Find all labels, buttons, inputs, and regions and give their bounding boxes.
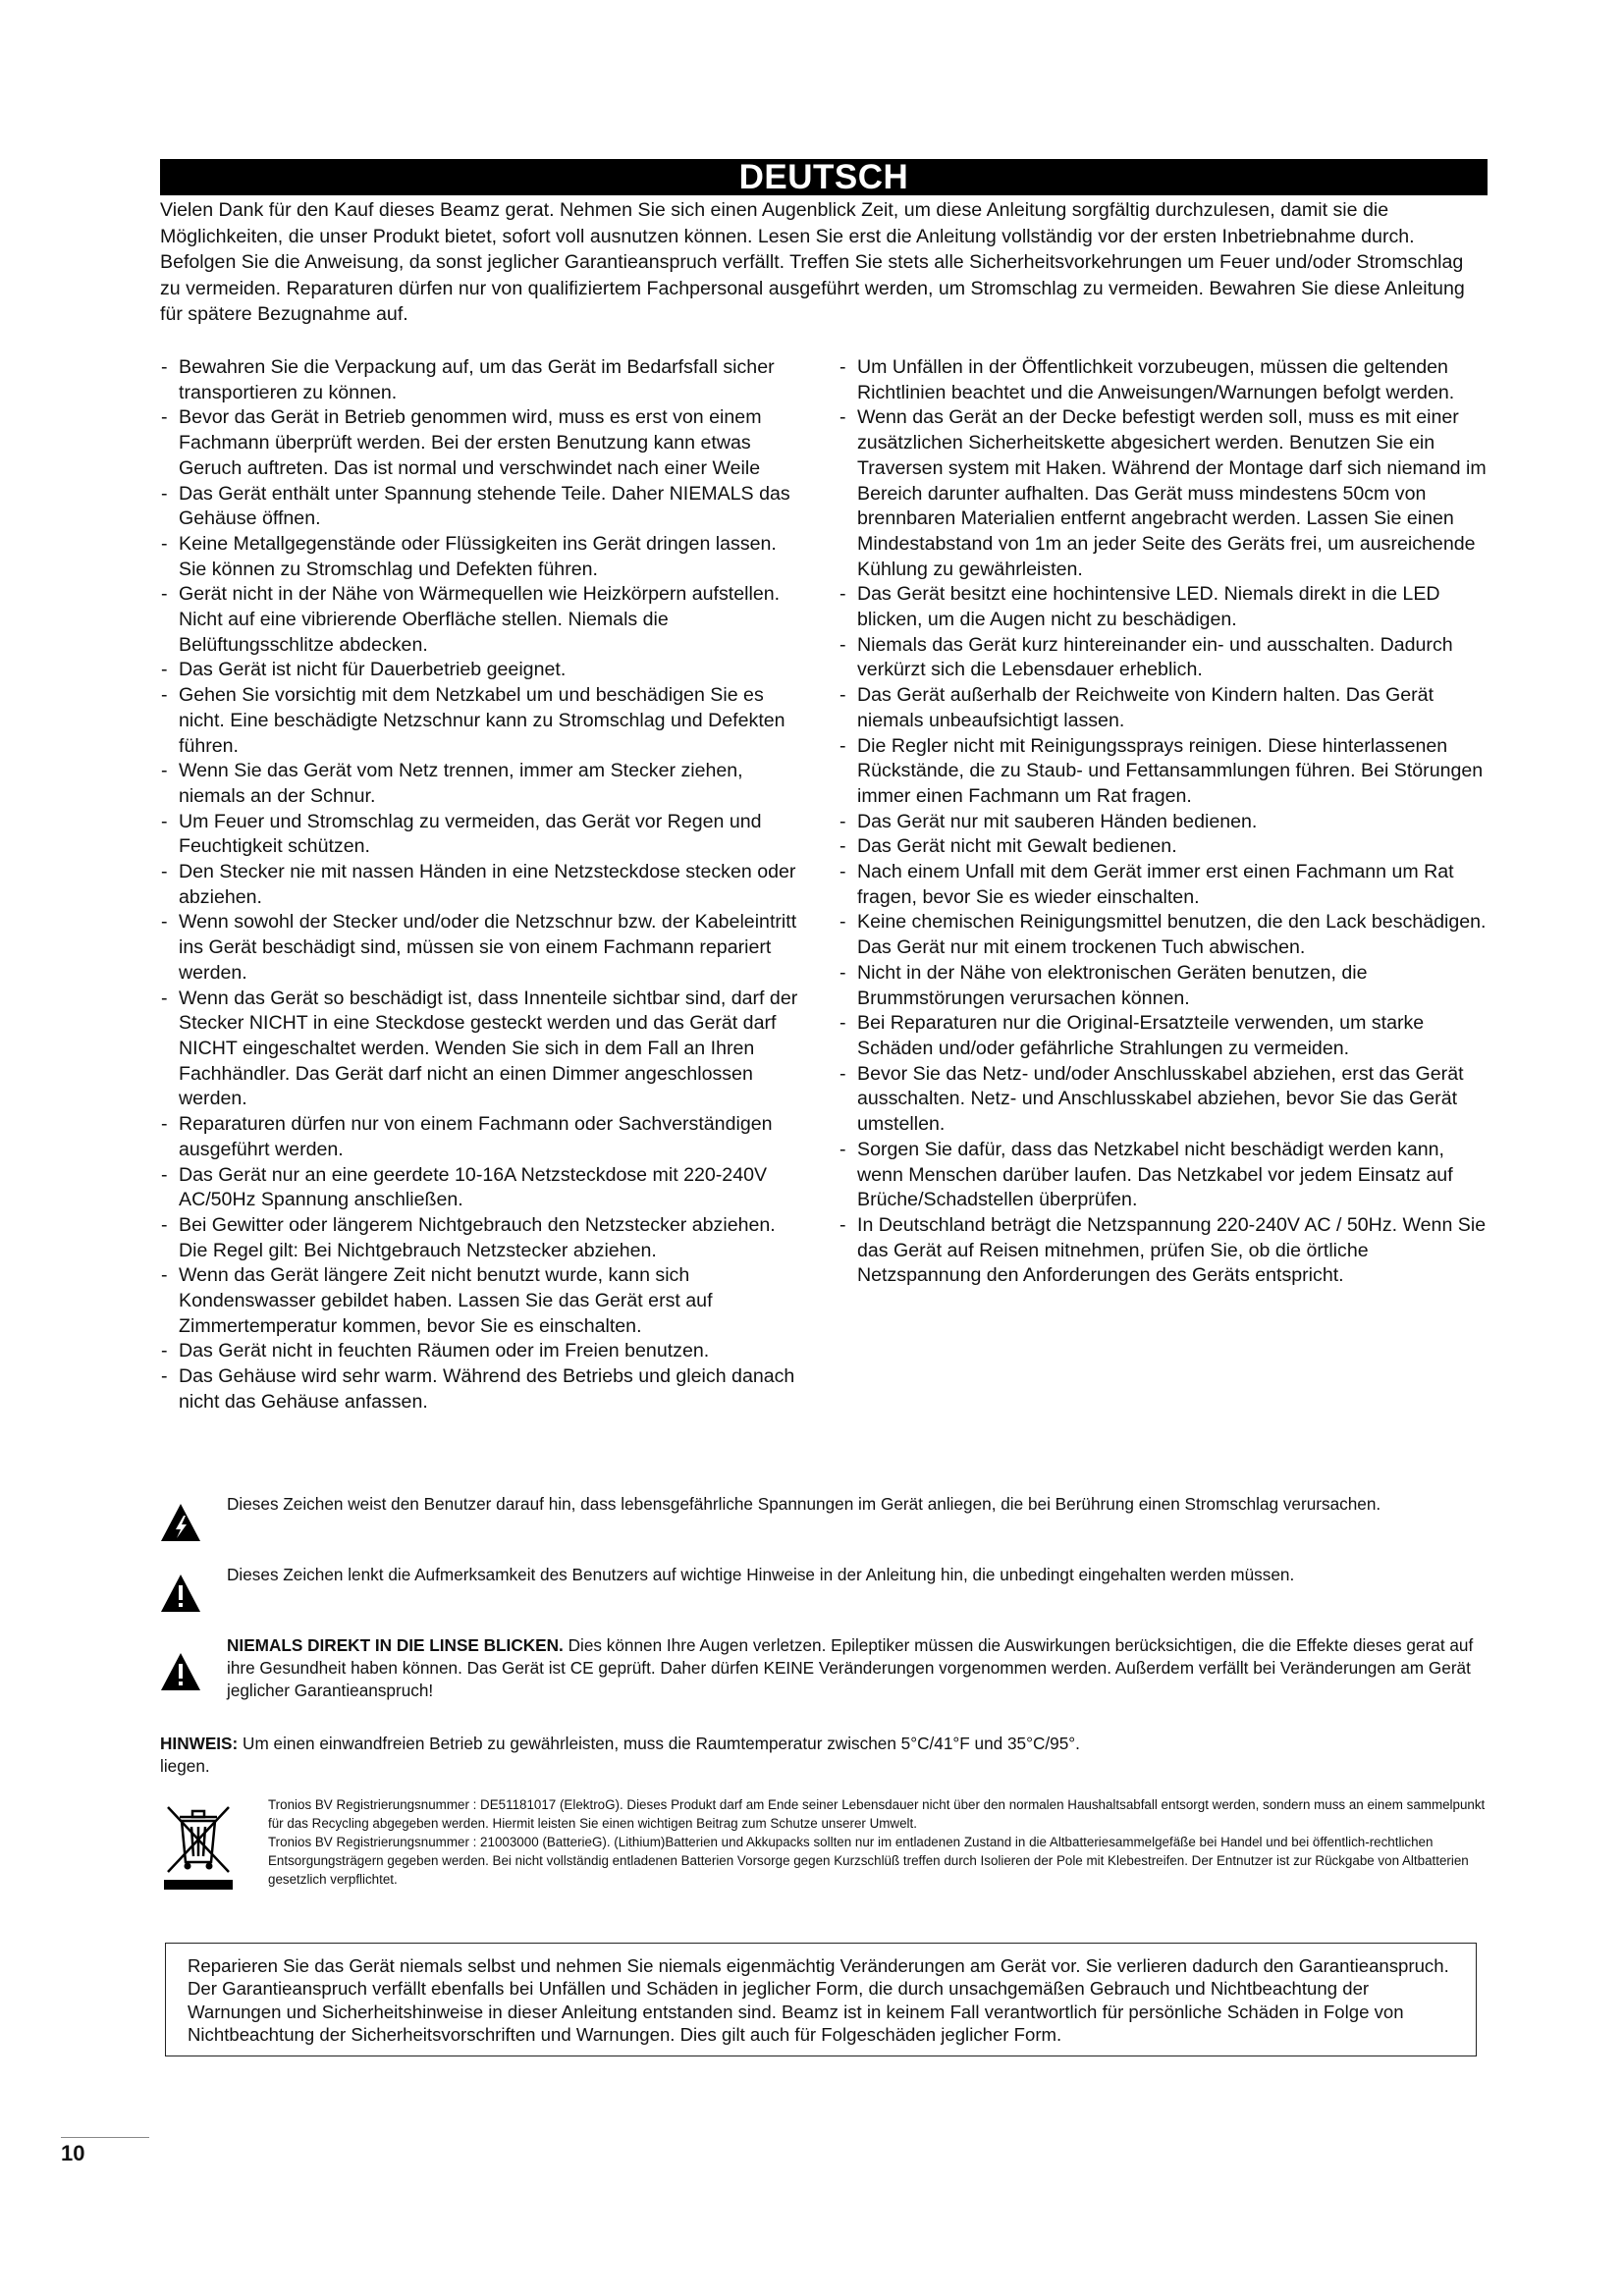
note-text: Um einen einwandfreien Betrieb zu gewährleisten, muss die Raumtemperatur zwischen 5°C/41°F und 35°C/95°. (238, 1734, 1080, 1753)
list-item: - Die Regler nicht mit Reinigungssprays reinigen. Diese hinterlassenen Rückstände, die zu Staub- und Fettansammlungen führen. Bei Störungen immer einen Fachmann um Rat fragen. (838, 734, 1488, 810)
weee-electro-text: Tronios BV Registrierungsnummer : DE51181017 (ElektroG). Dieses Produkt darf am Ende seiner Lebensdauer nicht über den normalen Haushaltsabfall entsorgt werden, sondern muss an einem sammelpunkt für das Recycling abgegeben werden. Hiermit leisten Sie einen wichtigen Beitrag zum Schutze unserer Umwelt. (268, 1797, 1486, 1831)
warning-attention-text: Dieses Zeichen lenkt die Aufmerksamkeit des Benutzers auf wichtige Hinweise in der Anleitung hin, die unbedingt eingehalten werden müssen. (227, 1565, 1295, 1584)
list-item: - Bevor das Gerät in Betrieb genommen wird, muss es erst von einem Fachmann überprüft werden. Bei der ersten Benutzung kann etwas Geruch auftreten. Das ist normal und verschwindet nach einer Weile (159, 405, 807, 481)
list-item: - Gerät nicht in der Nähe von Wärmequellen wie Heizkörpern aufstellen. Nicht auf eine vibrierende Oberfläche stellen. Niemals die Belüftungsschlitze abdecken. (159, 582, 807, 658)
exclamation-warning-icon (160, 1574, 201, 1613)
list-item: - Wenn das Gerät an der Decke befestigt werden soll, muss es mit einer zusätzlichen Sicherheitskette abgesichert werden. Benutzen Sie ein Traversen system mit Haken. Während der Montage darf sich niemand im Bereich darunter aufhalten. Das Gerät muss mindestens 50cm von brennbaren Materialien entfernt angebracht werden. Lassen Sie einen Mindestabstand von 1m an jeder Seite des Geräts frei, um ausreichende Kühlung zu gewährleisten. (838, 405, 1488, 582)
list-item: - Keine chemischen Reinigungsmittel benutzen, die den Lack beschädigen. Das Gerät nur mit einem trockenen Tuch abwischen. (838, 910, 1488, 960)
list-item: - Bevor Sie das Netz- und/oder Anschlusskabel abziehen, erst das Gerät ausschalten. Netz- und Anschlusskabel abziehen, bevor Sie das Gerät umstellen. (838, 1062, 1488, 1138)
list-item: - Keine Metallgegenstände oder Flüssigkeiten ins Gerät dringen lassen. Sie können zu Stromschlag und Defekten führen. (159, 532, 807, 582)
footer-rule (61, 2137, 149, 2138)
list-item: - Das Gerät nur an eine geerdete 10-16A Netzsteckdose mit 220-240V AC/50Hz Spannung anschließen. (159, 1163, 807, 1213)
note-line-2: liegen. (160, 1756, 210, 1776)
list-item: - Wenn Sie das Gerät vom Netz trennen, immer am Stecker ziehen, niemals an der Schnur. (159, 759, 807, 809)
list-item: - In Deutschland beträgt die Netzspannung 220-240V AC / 50Hz. Wenn Sie das Gerät auf Reisen mitnehmen, prüfen Sie, ob die örtliche Netzspannung den Anforderungen des Geräts entspricht. (838, 1213, 1488, 1289)
list-item: - Nach einem Unfall mit dem Gerät immer erst einen Fachmann um Rat fragen, bevor Sie es wieder einschalten. (838, 860, 1488, 910)
list-item: - Das Gerät nur mit sauberen Händen bedienen. (838, 810, 1488, 835)
list-item: - Sorgen Sie dafür, dass das Netzkabel nicht beschädigt werden kann, wenn Menschen darüber laufen. Das Netzkabel vor jedem Einsatz auf Brüche/Schadstellen überprüfen. (838, 1138, 1488, 1213)
section-title: DEUTSCH (160, 159, 1488, 195)
list-item: - Niemals das Gerät kurz hintereinander ein- und ausschalten. Dadurch verkürzt sich die Lebensdauer erheblich. (838, 633, 1488, 683)
lightning-warning-icon (160, 1503, 201, 1542)
list-item: - Wenn das Gerät so beschädigt ist, dass Innenteile sichtbar sind, darf der Stecker NICHT in eine Steckdose gesteckt werden und das Gerät darf NICHT eingeschaltet werden. Wenden Sie sich in dem Fall an Ihren Fachhändler. Das Gerät darf nicht an einen Dimmer angeschlossen werden. (159, 987, 807, 1113)
list-item: - Bewahren Sie die Verpackung auf, um das Gerät im Bedarfsfall sicher transportieren zu können. (159, 355, 807, 405)
note (160, 1733, 1488, 1778)
list-item: - Das Gehäuse wird sehr warm. Während des Betriebs und gleich danach nicht das Gehäuse anfassen. (159, 1364, 807, 1415)
warning-voltage-text: Dieses Zeichen weist den Benutzer darauf hin, dass lebensgefährliche Spannungen im Gerät anliegen, die bei Berührung einen Stromschlag verursachen. (227, 1494, 1381, 1514)
safety-list-left (159, 355, 807, 1415)
list-item: - Das Gerät nicht in feuchten Räumen oder im Freien benutzen. (159, 1339, 807, 1364)
list-item: - Reparaturen dürfen nur von einem Fachmann oder Sachverständigen ausgeführt werden. (159, 1112, 807, 1162)
list-item: - Um Feuer und Stromschlag zu vermeiden, das Gerät vor Regen und Feuchtigkeit schützen. (159, 810, 807, 860)
weee-battery-text: Tronios BV Registrierungsnummer : 21003000 (BatterieG). (Lithium)Batterien und Akkupacks sollten nur im entladenen Zustand in die Altbatteriesammelgefäße bei Handel und bei öffentlich-rechtlichen Entsorgungsträgern gegeben werden. Bei nicht vollständig entladenen Batterien Vorsorge gegen Kurzschlüß treffen durch Isolieren der Pole mit Klebestreifen. Der Entnutzer ist zur Rückgabe von Altbatterien gesetzlich verpflichtet. (268, 1835, 1469, 1887)
list-item: - Das Gerät enthält unter Spannung stehende Teile. Daher NIEMALS das Gehäuse öffnen. (159, 482, 807, 532)
note-label: HINWEIS: (160, 1734, 239, 1753)
weee-text (268, 1795, 1488, 1889)
list-item: - Um Unfällen in der Öffentlichkeit vorzubeugen, müssen die geltenden Richtlinien beachtet und die Anweisungen/Warnungen befolgt werden. (838, 355, 1488, 405)
intro-paragraph: Vielen Dank für den Kauf dieses Beamz gerat. Nehmen Sie sich einen Augenblick Zeit, um diese Anleitung sorgfältig durchzulesen, damit sie die Möglichkeiten, die unser Produkt bietet, sofort voll ausnutzen können. Lesen Sie erst die Anleitung vollständig vor der ersten Inbetriebnahme durch. Befolgen Sie die Anweisung, da sonst jeglicher Garantieanspruch verfällt. Treffen Sie stets alle Sicherheitsvorkehrungen um Feuer und/oder Stromschlag zu vermeiden. Reparaturen dürfen nur von qualifiziertem Fachpersonal ausgeführt werden, um Stromschlag zu vermeiden. Bewahren Sie diese Anleitung für spätere Bezugnahme auf. (160, 199, 1465, 325)
note-line (160, 1733, 1488, 1755)
list-item: - Nicht in der Nähe von elektronischen Geräten benutzen, die Brummstörungen verursachen können. (838, 961, 1488, 1011)
list-item: - Das Gerät ist nicht für Dauerbetrieb geeignet. (159, 658, 807, 683)
crossed-bin-icon (160, 1803, 237, 1892)
warning-lens-text (227, 1634, 1488, 1702)
list-item: - Das Gerät besitzt eine hochintensive LED. Niemals direkt in die LED blicken, um die Augen nicht zu beschädigen. (838, 582, 1488, 632)
list-item: - Das Gerät nicht mit Gewalt bedienen. (838, 834, 1488, 860)
list-item: - Bei Reparaturen nur die Original-Ersatzteile verwenden, um starke Schäden und/oder gefährliche Strahlungen zu vermeiden. (838, 1011, 1488, 1061)
list-item: - Bei Gewitter oder längerem Nichtgebrauch den Netzstecker abziehen. Die Regel gilt: Bei Nichtgebrauch Netzstecker abziehen. (159, 1213, 807, 1263)
page-number: 10 (61, 2141, 85, 2165)
warning-lens-heading: NIEMALS DIREKT IN DIE LINSE BLICKEN. (227, 1635, 564, 1655)
disclaimer-box: Reparieren Sie das Gerät niemals selbst und nehmen Sie niemals eigenmächtig Veränderungen am Gerät vor. Sie verlieren dadurch den Garantieanspruch. Der Garantieanspruch verfällt ebenfalls bei Unfällen und Schäden in jeglicher Form, die durch unsachgemäßen Gebrauch und Nichtbeachtung der Warnungen und Sicherheitshinweise in dieser Anleitung entstanden sind. Beamz ist in keinem Fall verantwortlich für persönliche Schäden in Folge von Nichtbeachtung der Sicherheitsvorschriften und Warnungen. Dies gilt auch für Folgeschäden jeglicher Form. (165, 1943, 1477, 2056)
list-item: - Den Stecker nie mit nassen Händen in eine Netzsteckdose stecken oder abziehen. (159, 860, 807, 910)
exclamation-warning-icon (160, 1652, 201, 1691)
list-item: - Wenn das Gerät längere Zeit nicht benutzt wurde, kann sich Kondenswasser gebildet haben. Lassen Sie das Gerät erst auf Zimmertemperatur kommen, bevor Sie es einschalten. (159, 1263, 807, 1339)
warning-lens-body: Dies können Ihre Augen verletzen. Epileptiker müssen die Auswirkungen berücksichtigen, die die Effekte dieses gerat auf ihre Gesundheit haben können. Das Gerät ist CE geprüft. Daher dürfen KEINE Veränderungen vorgenommen werden. Außerdem verfällt bei Veränderungen am Gerät jeglicher Garantieanspruch! (227, 1635, 1474, 1700)
list-item: - Wenn sowohl der Stecker und/oder die Netzschnur bzw. der Kabeleintritt ins Gerät beschädigt sind, müssen sie von einem Fachmann repariert werden. (159, 910, 807, 986)
list-item: - Das Gerät außerhalb der Reichweite von Kindern halten. Das Gerät niemals unbeaufsichtigt lassen. (838, 683, 1488, 733)
safety-list-right (838, 355, 1488, 1289)
list-item: - Gehen Sie vorsichtig mit dem Netzkabel um und beschädigen Sie es nicht. Eine beschädigte Netzschnur kann zu Stromschlag und Defekten führen. (159, 683, 807, 759)
